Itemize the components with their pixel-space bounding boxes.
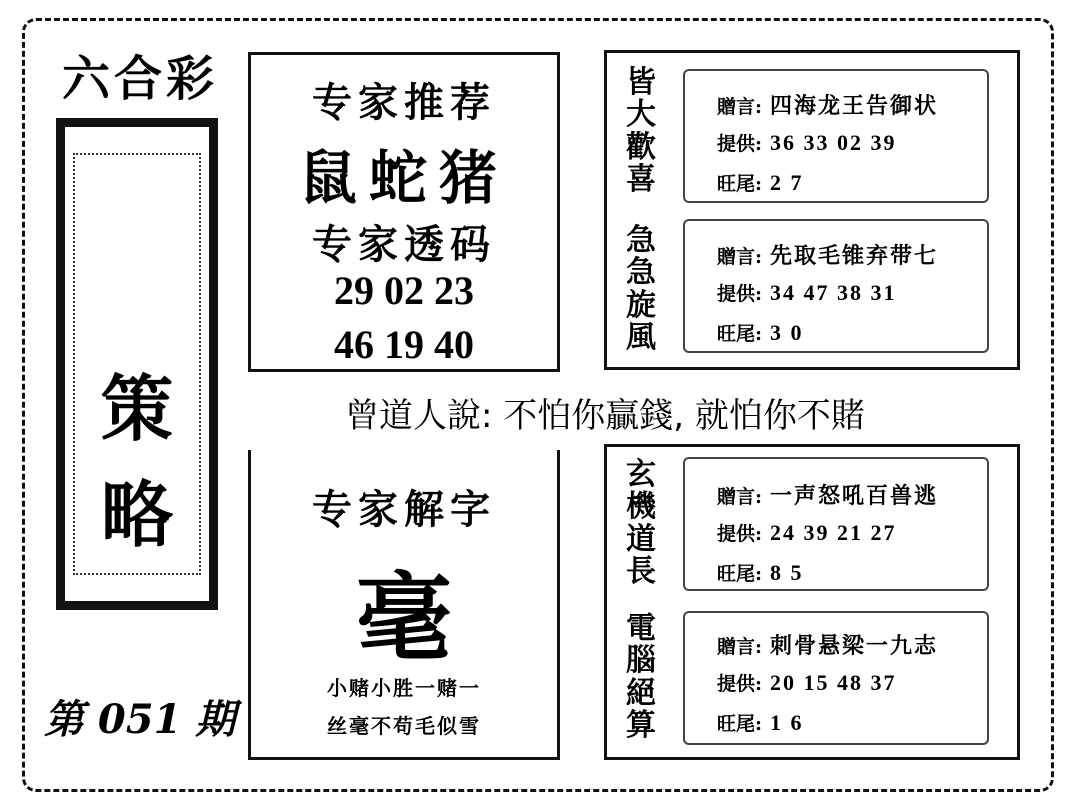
tip-provide	[717, 279, 897, 306]
tail-numbers: 8 5	[770, 560, 804, 585]
gift-label: 贈言:	[717, 246, 763, 268]
panel-bottom-label-a: 玄機道長	[626, 457, 656, 590]
gift-label: 贈言:	[717, 96, 763, 118]
tail-numbers: 3 0	[770, 320, 804, 345]
provide-label: 提供:	[717, 523, 763, 545]
tip-tail	[717, 709, 804, 736]
tip-card	[683, 611, 989, 745]
recommend-zodiac: 鼠蛇猪	[298, 144, 509, 212]
scroll-char-2: 略	[100, 472, 173, 557]
provide-numbers: 24 39 21 27	[770, 520, 897, 545]
gift-text: 刺骨悬梁一九志	[770, 633, 939, 659]
tips-panel-top	[604, 50, 1020, 370]
tip-tail	[717, 559, 804, 586]
gift-label: 贈言:	[717, 486, 763, 508]
provide-label: 提供:	[717, 283, 763, 305]
decode-line2: 丝毫不苟毛似雪	[327, 714, 481, 738]
scroll-char-1: 策	[100, 366, 173, 451]
expert-decode-box	[248, 450, 560, 760]
recommend-numbers-row2: 46 19 40	[334, 322, 474, 367]
tip-gift	[717, 89, 938, 120]
tail-label: 旺尾:	[717, 323, 763, 345]
decode-heading: 专家解字	[312, 486, 496, 533]
tail-label: 旺尾:	[717, 173, 763, 195]
page-title: 六合彩	[62, 51, 219, 107]
tip-gift	[717, 239, 938, 270]
tip-card	[683, 219, 989, 353]
gift-text: 先取毛锥弃带七	[770, 243, 939, 269]
tip-tail	[717, 169, 804, 196]
tips-panel-bottom	[604, 444, 1020, 760]
provide-numbers: 20 15 48 37	[770, 670, 897, 695]
panel-bottom-label-b: 電腦絕算	[626, 611, 656, 744]
tail-label: 旺尾:	[717, 713, 763, 735]
tip-gift	[717, 629, 938, 660]
tip-card	[683, 457, 989, 591]
decode-character: 毫	[356, 561, 452, 674]
slogan: 曾道人說: 不怕你贏錢, 就怕你不賭	[345, 396, 865, 436]
panel-top-label-a: 皆大歡喜	[626, 65, 656, 198]
tail-numbers: 1 6	[770, 710, 804, 735]
tip-provide	[717, 669, 897, 696]
gift-text: 一声怒吼百兽逃	[770, 483, 939, 509]
provide-label: 提供:	[717, 133, 763, 155]
tip-gift	[717, 479, 938, 510]
gift-label: 贈言:	[717, 636, 763, 658]
recommend-subheading: 专家透码	[312, 221, 496, 268]
decode-line1: 小赌小胜一赌一	[327, 676, 481, 700]
recommend-numbers-row1: 29 02 23	[334, 268, 474, 313]
provide-numbers: 36 33 02 39	[770, 130, 897, 155]
tip-provide	[717, 129, 897, 156]
tail-numbers: 2 7	[770, 170, 804, 195]
provide-numbers: 34 47 38 31	[770, 280, 897, 305]
recommend-heading: 专家推荐	[312, 79, 496, 126]
issue-number: 第 051 期	[44, 696, 236, 743]
panel-top-label-b: 急急旋風	[626, 223, 656, 356]
gift-text: 四海龙王告御状	[770, 93, 939, 119]
provide-label: 提供:	[717, 673, 763, 695]
expert-recommend-box	[248, 52, 560, 372]
tip-provide	[717, 519, 897, 546]
tail-label: 旺尾:	[717, 563, 763, 585]
tip-tail	[717, 319, 804, 346]
tip-card	[683, 69, 989, 203]
strategy-scroll	[56, 118, 218, 610]
